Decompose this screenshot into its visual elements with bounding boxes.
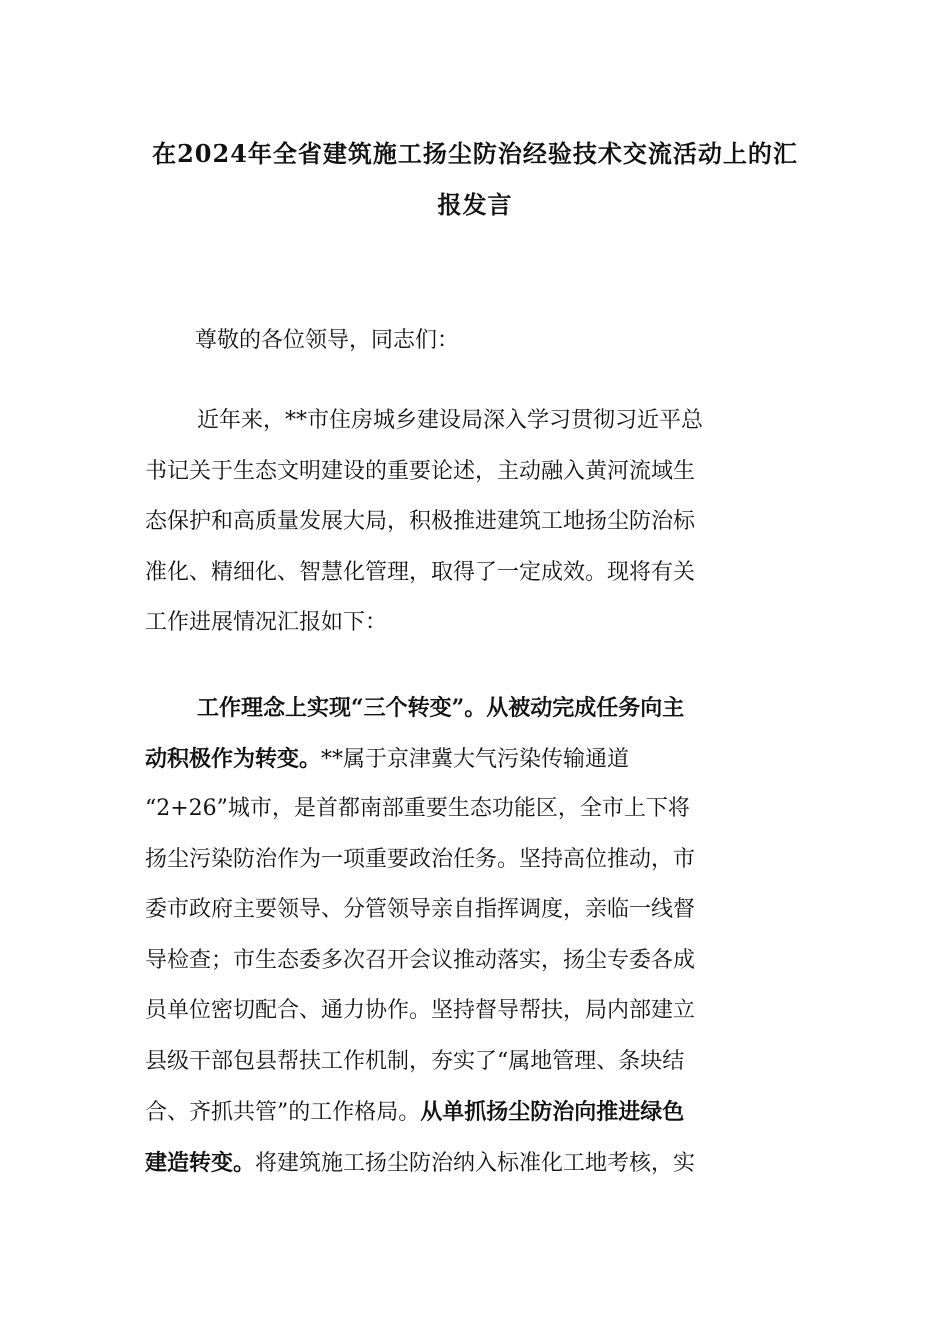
body-paragraph [145,683,805,1188]
body-line: 扬尘污染防治作为一项重要政治任务。坚持高位推动，市 [145,846,696,872]
title-line-2: 报发言 [437,190,513,219]
section-heading: 工作理念上实现“三个转变”。从被动完成任务向主 [197,695,685,721]
subheading-bold: 动积极作为转变。 [145,745,322,772]
body-line: 导检查；市生态委多次召开会议推动落实，扬尘专委各成 [145,947,696,973]
body-line [145,734,805,785]
intro-line: 态保护和高质量发展大局，积极推进建筑工地扬尘防治标 [145,509,696,534]
body-text: **属于京津冀大气污染传输通道 [321,746,630,772]
subheading-bold: 建造转变。 [145,1149,256,1176]
body-text: 将建筑施工扬尘防治纳入标准化工地考核，实 [255,1150,696,1176]
intro-line: 书记关于生态文明建设的重要论述，主动融入黄河流域生 [145,458,696,484]
intro-line: 准化、精细化、智慧化管理，取得了一定成效。现将有关 [145,559,696,585]
body-line [145,1087,805,1138]
body-line: 委市政府主要领导、分管领导亲自指挥调度，亲临一线督 [145,897,696,922]
subheading-bold: 从单抓扬尘防治向推进绿色 [420,1099,685,1125]
intro-paragraph [145,396,805,649]
title-line-1: 在2024年全省建筑施工扬尘防治经验技术交流活动上的汇 [152,139,798,168]
document-title [140,128,810,230]
body-line: 县级干部包县帮扶工作机制，夯实了“属地管理、条块结 [145,1048,685,1074]
body-text: 合、齐抓共管”的工作格局。 [145,1100,421,1125]
greeting: 尊敬的各位领导，同志们： [195,328,460,353]
body-line: 员单位密切配合、通力协作。坚持督导帮扶，局内部建立 [145,998,696,1023]
intro-line: 工作进展情况汇报如下： [145,610,388,635]
body-line: “2+26”城市，是首都南部重要生态功能区，全市上下将 [145,796,690,821]
intro-line: 近年来，**市住房城乡建设局深入学习贯彻习近平总 [197,408,704,433]
body-line [145,1138,805,1189]
